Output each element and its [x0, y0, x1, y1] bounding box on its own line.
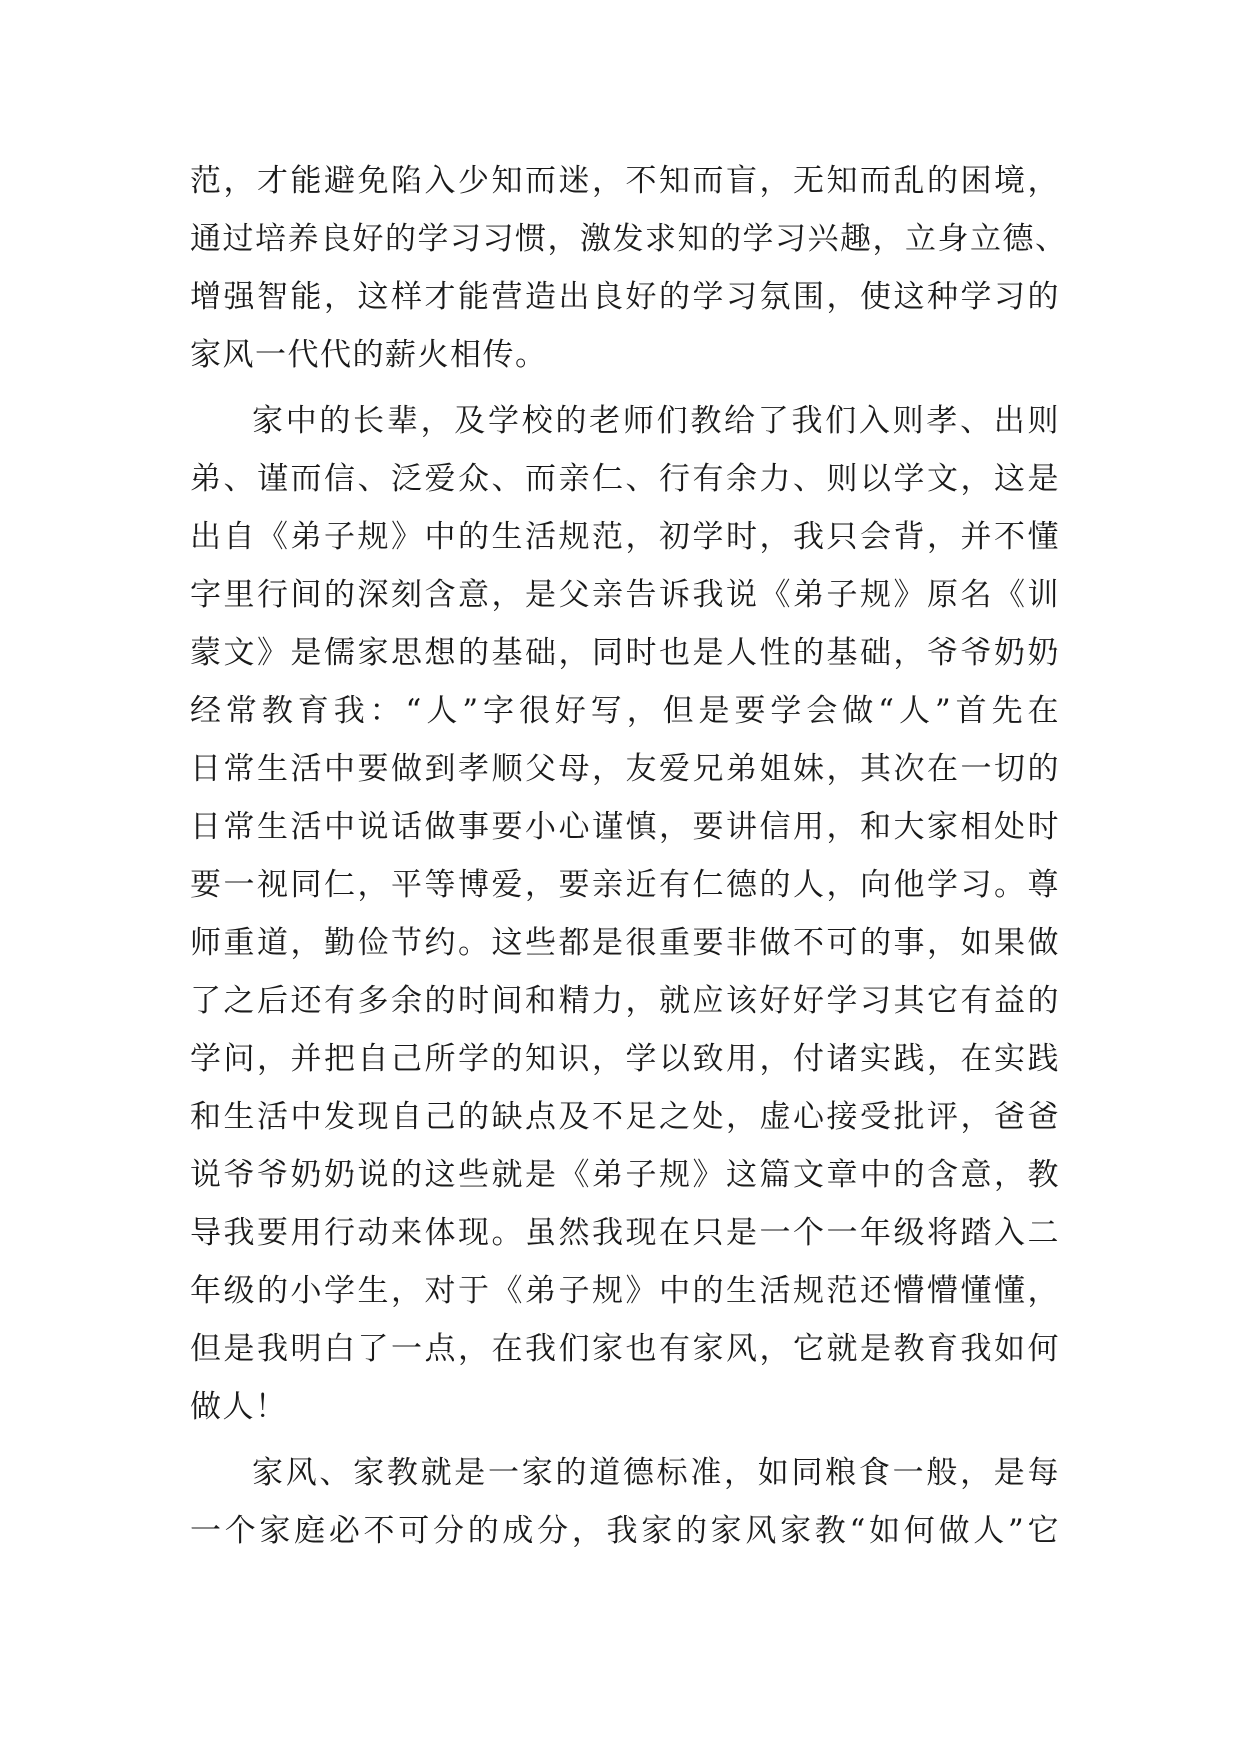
text-line: 但是我明白了一点，在我们家也有家风，它就是教育我如何 [190, 1331, 1060, 1367]
text-line: 一个家庭必不可分的成分，我家的家风家教“如何做人”它 [190, 1513, 1060, 1549]
text-line: 日常生活中要做到孝顺父母，友爱兄弟姐妹，其次在一切的 [190, 751, 1060, 787]
text-line: 范，才能避免陷入少知而迷，不知而盲，无知而乱的困境， [190, 163, 1060, 199]
text-line: 出自《弟子规》中的生活规范，初学时，我只会背，并不懂 [190, 519, 1060, 555]
text-line: 蒙文》是儒家思想的基础，同时也是人性的基础，爷爷奶奶 [190, 635, 1060, 671]
text-line: 经常教育我：“人”字很好写，但是要学会做“人”首先在 [190, 693, 1060, 729]
paragraph-gap [190, 1436, 1060, 1444]
text-line: 和生活中发现自己的缺点及不足之处，虚心接受批评，爸爸 [190, 1099, 1060, 1135]
text-line: 年级的小学生，对于《弟子规》中的生活规范还懵懵懂懂， [190, 1273, 1060, 1309]
text-line: 了之后还有多余的时间和精力，就应该好好学习其它有益的 [190, 983, 1060, 1019]
text-line: 学问，并把自己所学的知识，学以致用，付诸实践，在实践 [190, 1041, 1060, 1077]
text-line: 导我要用行动来体现。虽然我现在只是一个一年级将踏入二 [190, 1215, 1060, 1251]
text-line: 字里行间的深刻含意，是父亲告诉我说《弟子规》原名《训 [190, 577, 1060, 613]
text-line: 弟、谨而信、泛爱众、而亲仁、行有余力、则以学文，这是 [190, 461, 1060, 497]
paragraph-1 [190, 152, 1068, 384]
text-line: 要一视同仁，平等博爱，要亲近有仁德的人，向他学习。尊 [190, 867, 1060, 903]
text-line: 家风、家教就是一家的道德标准，如同粮食一般，是每 [252, 1455, 1060, 1491]
text-line: 说爷爷奶奶说的这些就是《弟子规》这篇文章中的含意，教 [190, 1157, 1060, 1193]
text-line: 做人！ [190, 1389, 288, 1425]
paragraph-3 [190, 1444, 1060, 1560]
text-line: 通过培养良好的学习习惯，激发求知的学习兴趣，立身立德、 [190, 221, 1068, 257]
paragraph-2 [190, 392, 1060, 1436]
text-line: 日常生活中说话做事要小心谨慎，要讲信用，和大家相处时 [190, 809, 1060, 845]
text-line: 家风一代代的薪火相传。 [190, 337, 548, 373]
text-line: 师重道，勤俭节约。这些都是很重要非做不可的事，如果做 [190, 925, 1060, 961]
paragraph-gap [190, 384, 1060, 392]
text-line: 家中的长辈，及学校的老师们教给了我们入则孝、出则 [252, 403, 1060, 439]
text-line: 增强智能，这样才能营造出良好的学习氛围，使这种学习的 [190, 279, 1060, 315]
body-text [190, 152, 1068, 1560]
